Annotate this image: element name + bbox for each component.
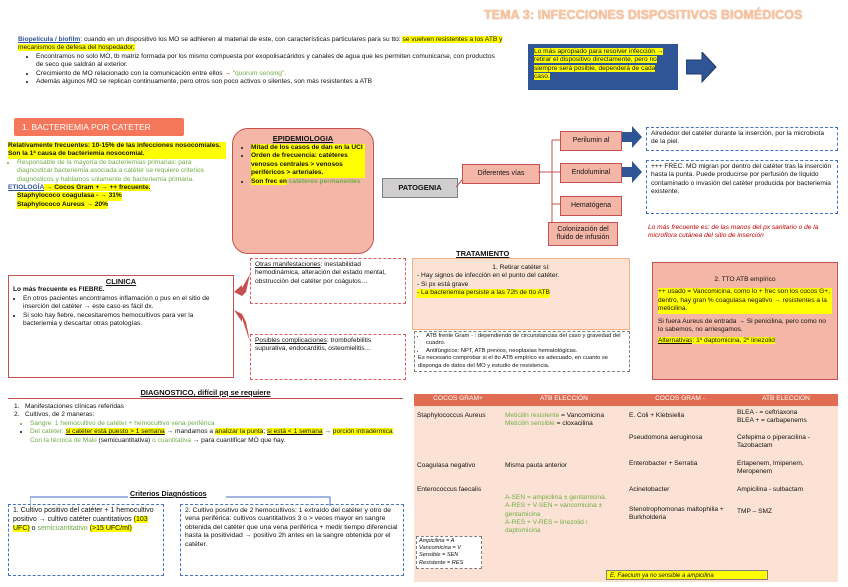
biofilm-term: Biopelícula / biofilm (18, 36, 81, 43)
criterios-title: Criterios Diagnósticos (130, 489, 207, 498)
table-cell: Ertapenem, Imipenem, Meropenem (737, 460, 804, 476)
table-cell: Ampicilina - sulbactam (737, 486, 803, 493)
route-colonizacion: Colonización del fluido de infusión (548, 222, 618, 246)
table-legend: Ampicilina = A Vancomicina = V Sensible = SEN Resistente = RES (416, 536, 482, 569)
arrow-icon (686, 52, 718, 84)
etiologia-label: ETIOLOGÍA (8, 184, 45, 192)
faecium-note: E. Faecium ya no sensible a ampicilina (606, 570, 768, 580)
tratamiento-notes: • ATB frente Gram - : dependiendo de circunstancias del caso y gravedad del cuadro. • Antifúngicos: NPT, ATB previos, neoplasias hematológicas. Es necesario comprobar si el tto ATB empírico es adecuado, en cuanto se disponga de datos del MO y estudio de resistencia. (414, 331, 630, 372)
table-cell: Staphylococcus Aureus (417, 412, 486, 419)
retirar-item: - Si px está grave (417, 280, 469, 288)
intro-bullet: • Además algunos MO se replican continuamente, pero otros son poco activos o silentes, son más resistentes a ATB (36, 78, 503, 86)
complicaciones-box: Posibles complicaciones: trombofebilitis supurativa, endocarditis, osteomielitis… (250, 334, 406, 380)
clinica-item: • En otros pacientes encontramos inflamación o pus en el sitio de inserción del catéter → este caso es fácil dx. (23, 295, 229, 312)
route-endoluminal: Endoluminal (560, 163, 622, 183)
table-cell: TMP – SMZ (737, 508, 773, 515)
endoluminal-desc: +++ FREC. MO migran por dentro del catéter tras la inserción hasta la punta. Puede producirse por perfusión de líquido contaminado o invasión del catéter producida por bacteriemia existente. (646, 160, 838, 214)
table-header: ATB ELECCIÓN (762, 395, 810, 402)
diagnostico-title: DIAGNOSTICO, difícil pq se requiere (140, 388, 271, 397)
tratamiento-title: TRATAMIENTO (456, 249, 510, 258)
intro-highlight: se vuelven resistentes a los ATB y mecanismos de defesa del hospedador. (18, 36, 503, 52)
arrow-icon (622, 125, 644, 149)
tratamiento-box-2: 2. TTO ATB empírico ++ usado = Vancomicina, como lo + frec son los cocos G+, dentro, hay gran % coagulasa negativo → resistentes a la meticilina. Si fuera Aureus de entrada → Si penicilina, pero como no lo sabemos, no arriesgamos. Alternativas: 1º daptomicina, 2º linezolid (652, 262, 838, 380)
clinica-item: • Si solo hay fiebre, necesitaremos hemocultivos para ver la bacteriemia y descartar otras patologías. (23, 312, 229, 329)
table-cell: Acinetobacter (629, 486, 670, 493)
criterio-1: 1. Cultivo positivo del catéter + 1 hemocultivo positivo → cultivo catéter cuantitativos (103 UFC) o semicuantitativo (>15 UFC/ml) (8, 504, 164, 576)
table-cell: Misma pauta anterior (505, 462, 567, 469)
table-cell: Coagulasa negativo (417, 462, 476, 469)
etiology-item: Staphylococo Aureus → 20% (17, 200, 108, 208)
info-box: Lo más apropiado para resolver infección → retirar el dispositivo directamente, pero no siempre será posible, dependerá de cada caso. (528, 44, 678, 90)
bacteremia-description: Relativamente frecuentes: 10-15% de las infecciones nosocomiales. Son la 1ª causa de bacteriemia nosocomial. • Responsable de la mayoría de bacteriemias primarias: para diagnosticar bacteriemia asociada a catéter se requiere criterios diagnósticos y hablamos solamente de bacteriemia primaria. ETIOLOGÍA → Cocos Gram + → ++ frecuente. Staphylococo coagulasa - → 31% Staphylococo Aureus → 20% (8, 142, 226, 209)
table-cell: Meticilin resistente = Vancomicina Meticilin sensible = cloxacilina (505, 412, 605, 428)
table-cell: BLEA - = ceftriaxona BLEA + = carbapenems (737, 409, 807, 425)
route-hematogena: Hematógena (560, 196, 622, 216)
table-cell: Pseudomona aeruginosa (629, 434, 703, 441)
epidemiologia-box: EPIDEMIOLOGIA • Mitad de los casos de dan en la UCI • Orden de frecuencia: catéteres venosos centrales > venosos periféricos > arteriales. • Son frec en catéteres permanentes (232, 128, 374, 254)
table-cell: Enterococcus faecalis (417, 486, 482, 493)
table-header: ATB ELECCIÓN (540, 395, 588, 402)
patogenia-box: PATOGENIA (382, 178, 458, 198)
clinica-box: CLINICA Lo más frecuente es FIEBRE. • En otros pacientes encontramos inflamación o pus en el sitio de inserción del catéter → este caso es fácil dx. • Si solo hay fiebre, necesitaremos hemocultivos para ver la bacteriemia y descartar otras patologías. (8, 275, 234, 378)
intro-bullet: • Crecimiento de MO relacionado con la comunicación entre ellos → “quorum sensing”. (36, 70, 503, 78)
intro-block (18, 36, 503, 86)
intro-bullet: • Encontramos no solo MO, tb matriz formada por los mismo compuesta por exopolisacáridos y canales de agua que les permiten comunicarse, con productos de seco que saldrán al exterior. (36, 53, 503, 70)
table-header: COCOS GRAM+ (433, 395, 483, 402)
red-note: Lo más frecuente es: de las manos del px sanitario o de la microflora cutánea del sitio de inserción (648, 224, 819, 240)
etiology-item: Staphylococo coagulasa - → 31% (17, 192, 122, 200)
table-cell: Enterobacter + Serratia (629, 460, 698, 467)
divider (8, 398, 403, 399)
table-header: COCOS GRAM - (655, 395, 705, 402)
table-cell: Cefepima o piperacilina - Tazobactam (737, 434, 810, 450)
arrow-icon (622, 160, 644, 184)
table-cell: Stenotrophomonas maltophilia + Burkholderia (629, 506, 724, 522)
page-title: TEMA 3: INFECCIONES DISPOSITIVOS BIOMÉDICOS (484, 8, 803, 22)
table-cell: E. Coli + Klebsiella (629, 412, 685, 419)
otras-manifestaciones: Otras manifestaciones: inestabilidad hemodinámica, alteración del estado mental, obstrucción del catéter por coágulos… (250, 258, 406, 304)
retirar-item: - Hay signos de infección en el punto del catéter. (417, 272, 560, 280)
retirar-item: - La bacteriemia persiste a las 72h de tto ATB (417, 289, 550, 297)
criterio-2: 2. Cultivo positivo de 2 hemocultivos: 1 extraído del catéter y otro de vena periférica: cultivos cuantitativos 3 o > veces mayor en sangre obtenida del catéter que una vena periférica + medir tiempo diferencial hasta la positividad → positivo 2h antes en la sangre obtenida por el catéter. (180, 504, 404, 576)
table-cell: A-SEN = ampicilina ± gentamicina. A-RES + V-SEN = vancomicina ± gentamicina A-RES + V-RES = linezolid / daptomicina (505, 494, 607, 535)
vias-box: Diferentes vías (462, 164, 540, 184)
perilumin-desc: Alrededor del catéter durante la inserción, por la microbiota de la piel. (646, 127, 838, 151)
diagnostico-list: 1. Manifestaciones clínicas referidas 2. Cultivos, de 2 maneras: • Sangre: 1 hemocultivo de catéter + hemocultivo vena periférica • Del catéter: si catéter está puesto > 1 semana → mandamos a analizar la punta; si está < 1 semana → porción intradérmica. Con la técnica de Maki (semicuantitativa) o cuantitativa → para cuantificar MO que hay. (10, 403, 406, 445)
route-perilumin: Perilumin al (560, 131, 622, 151)
intro-text: : cuando en un dispositivo los MO se adhieren al material de este, con características particulares para su tto: (80, 36, 403, 43)
tratamiento-box-1: 1. Retirar catéter si: - Hay signos de infección en el punto del catéter. - Si px está grave - La bacteriemia persiste a las 72h de tto ATB (412, 258, 630, 330)
section-header: 1. BACTERIEMIA POR CATETER (14, 118, 184, 136)
